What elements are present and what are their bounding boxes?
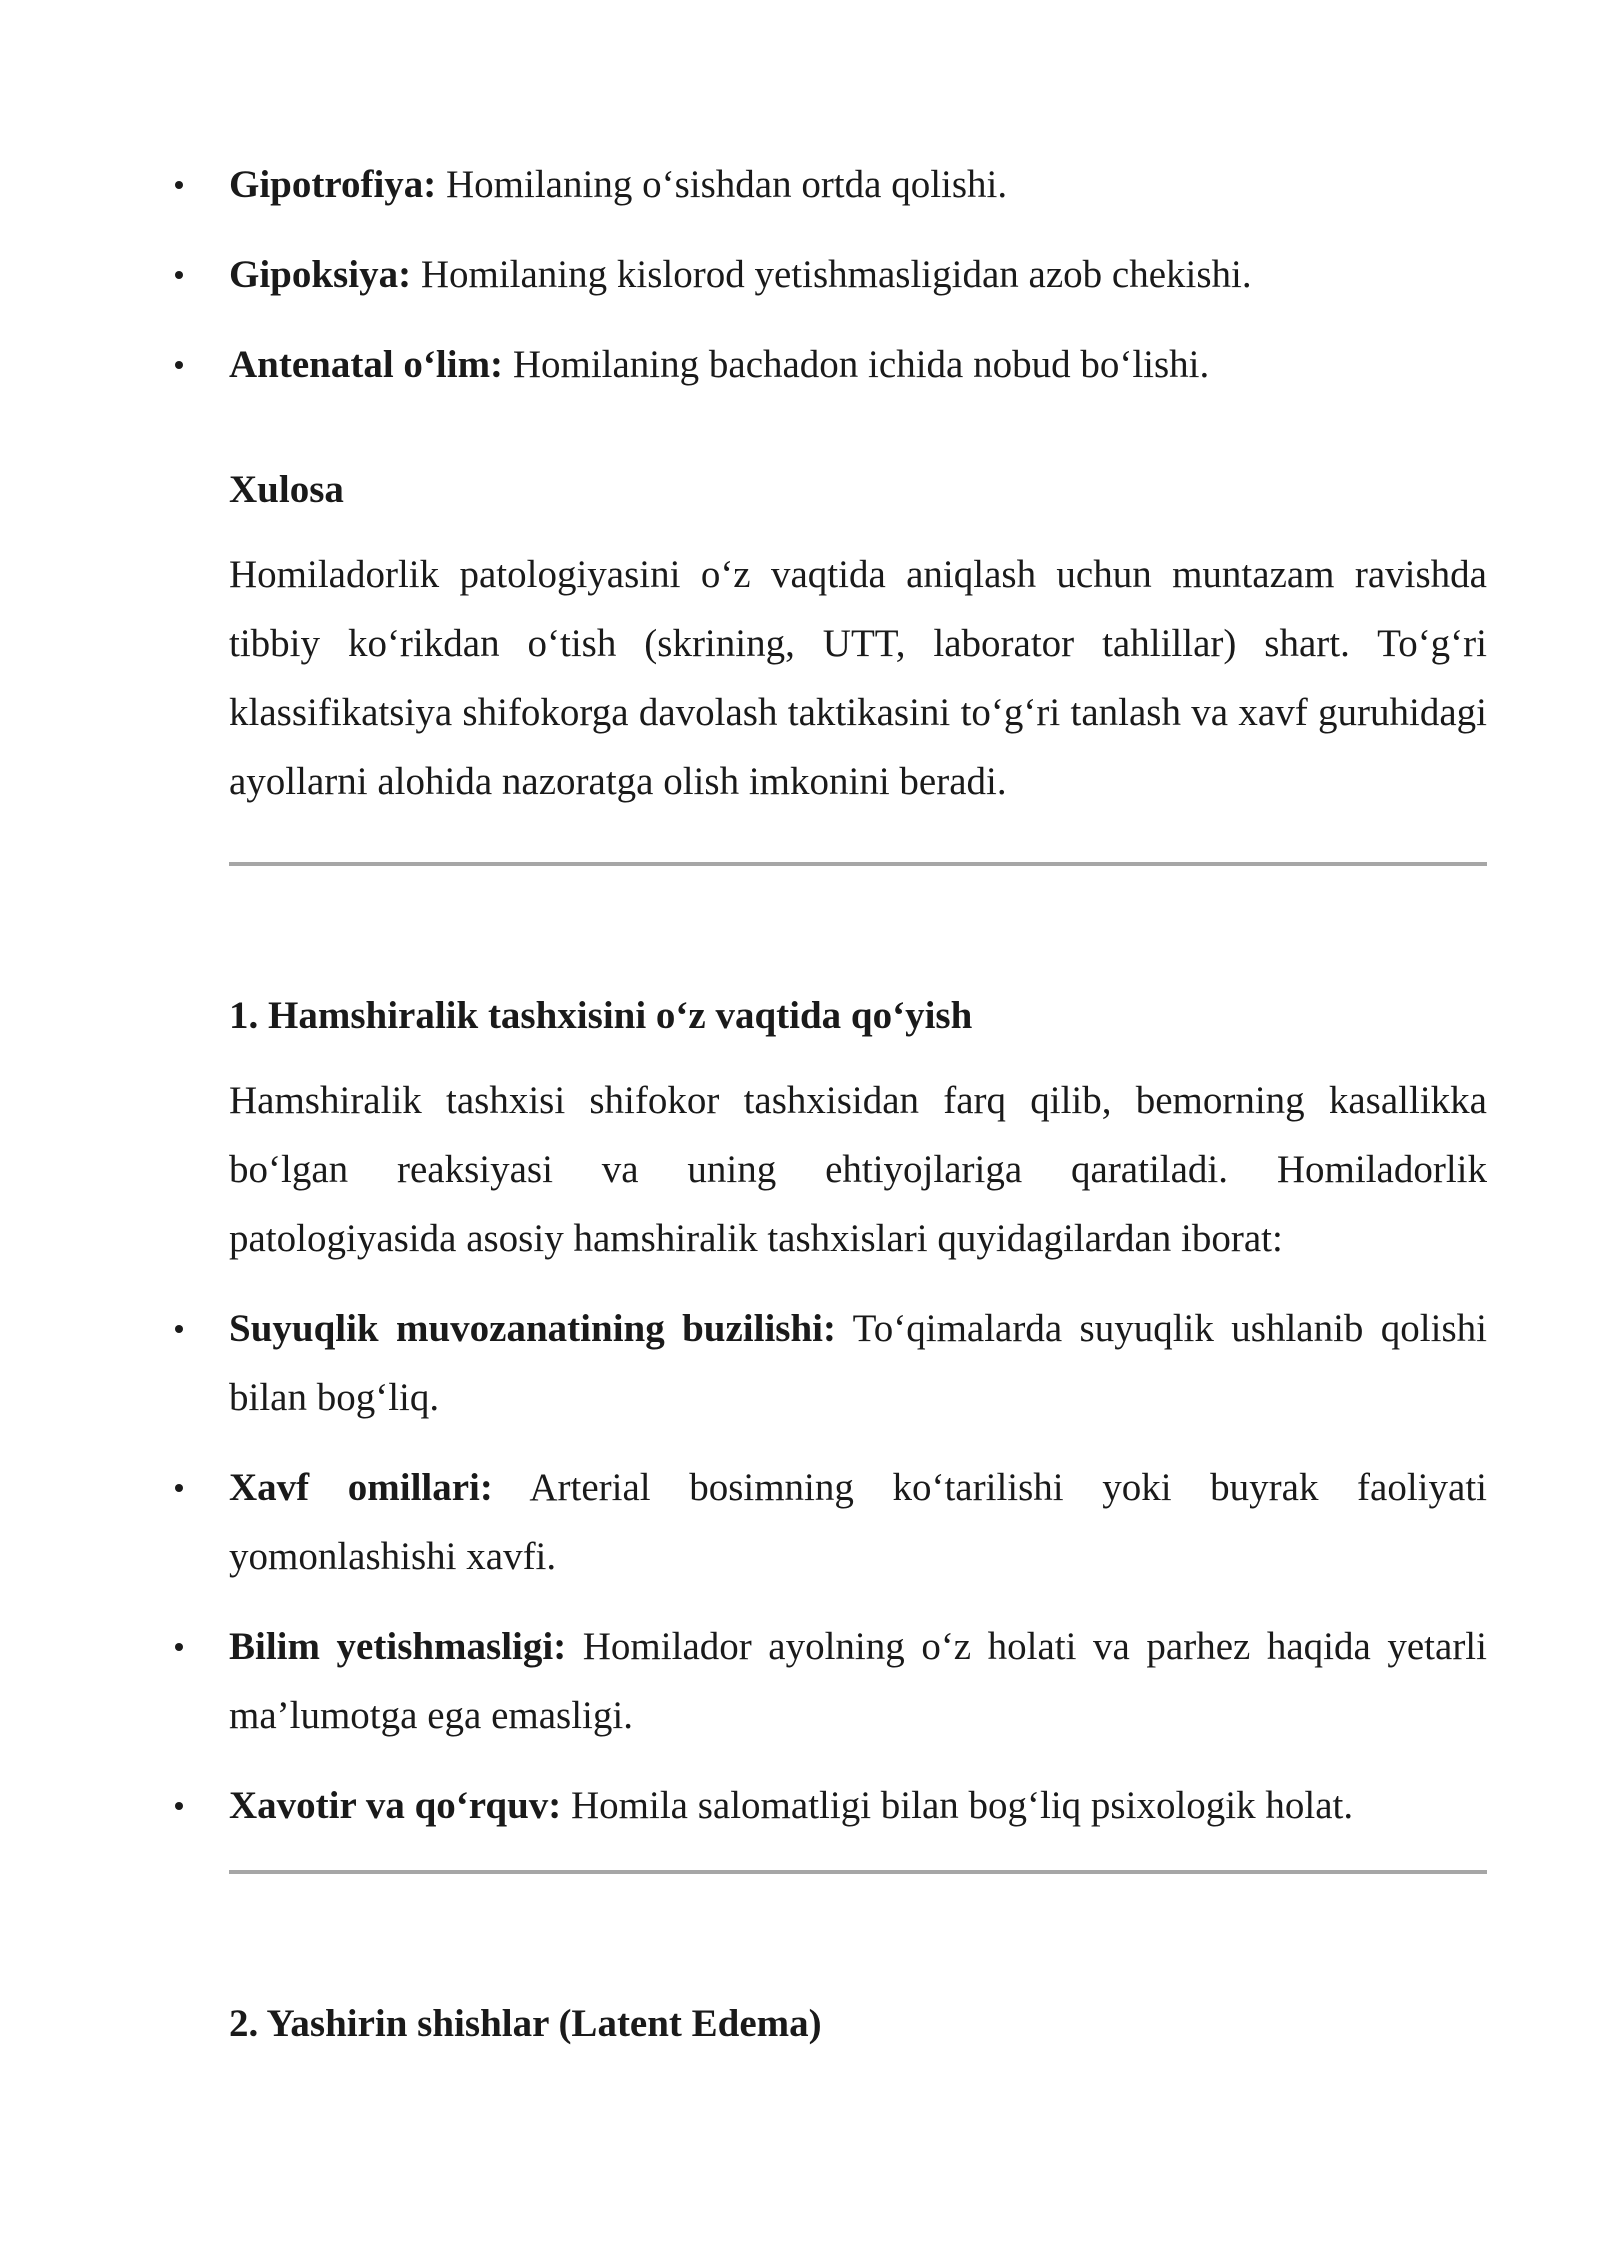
list-item-term: Gipoksiya: <box>229 253 412 296</box>
list-item-term: Xavf omillari: <box>229 1466 493 1509</box>
bullet-icon <box>175 1802 183 1810</box>
section-divider <box>229 1870 1487 1874</box>
list-item-term: Gipotrofiya: <box>229 163 437 206</box>
list-item-text: Homila salomatligi bilan bog‘liq psixologik holat. <box>561 1784 1354 1827</box>
conclusion-paragraph: Homiladorlik patologiyasini o‘z vaqtida aniqlash uchun muntazam ravishda tibbiy ko‘rikdan o‘tish (skrining, UTT, laborator tahlillar) shart. To‘g‘ri klassifikatsiya shifokorga davolash taktikasini to‘g‘ri tanlash va xavf guruhidagi ayollarni alohida nazoratga olish imkonini beradi. <box>229 553 1487 803</box>
list-item-text: Homilaning kislorod yetishmasligidan azob chekishi. <box>411 253 1252 296</box>
section-2-heading: 2. Yashirin shishlar (Latent Edema) <box>229 2002 822 2045</box>
list-item <box>229 1294 1487 1432</box>
list-item <box>229 240 1487 309</box>
bullet-icon <box>175 1484 183 1492</box>
bullet-icon <box>175 1325 183 1333</box>
list-item <box>229 150 1487 219</box>
list-item <box>229 1453 1487 1591</box>
section-1-intro: Hamshiralik tashxisi shifokor tashxisidan farq qilib, bemorning kasallikka bo‘lgan reaksiyasi va uning ehtiyojlariga qaratiladi. Homiladorlik patologiyasida asosiy hamshiralik tashxislari quyidagilardan iborat: <box>229 1079 1487 1260</box>
complications-list <box>229 150 1487 399</box>
conclusion-heading: Xulosa <box>229 468 344 511</box>
bullet-icon <box>175 271 183 279</box>
list-item-term: Suyuqlik muvozanatining buzilishi: <box>229 1307 836 1350</box>
list-item-term: Bilim yetishmasligi: <box>229 1625 567 1668</box>
bullet-icon <box>175 1643 183 1651</box>
nursing-diagnoses-list <box>229 1294 1487 1840</box>
list-item-text: Homilaning o‘sishdan ortda qolishi. <box>436 163 1008 206</box>
list-item <box>229 1612 1487 1750</box>
list-item <box>229 330 1487 399</box>
list-item-text: To‘qimalarda suyuqlik ushlanib qolishi bilan bog‘liq. <box>229 1307 1487 1419</box>
section-1-heading: 1. Hamshiralik tashxisini o‘z vaqtida qo‘yish <box>229 994 973 1037</box>
list-item <box>229 1771 1487 1840</box>
section-divider <box>229 862 1487 866</box>
list-item-text: Arterial bosimning ko‘tarilishi yoki buyrak faoliyati yomonlashishi xavfi. <box>229 1466 1487 1578</box>
list-item-term: Xavotir va qo‘rquv: <box>229 1784 562 1827</box>
bullet-icon <box>175 181 183 189</box>
page-content <box>229 150 1487 2058</box>
list-item-text: Homilador ayolning o‘z holati va parhez haqida yetarli ma’lumotga ega emasligi. <box>229 1625 1487 1737</box>
list-item-term: Antenatal o‘lim: <box>229 343 504 386</box>
list-item-text: Homilaning bachadon ichida nobud bo‘lishi. <box>503 343 1210 386</box>
bullet-icon <box>175 361 183 369</box>
